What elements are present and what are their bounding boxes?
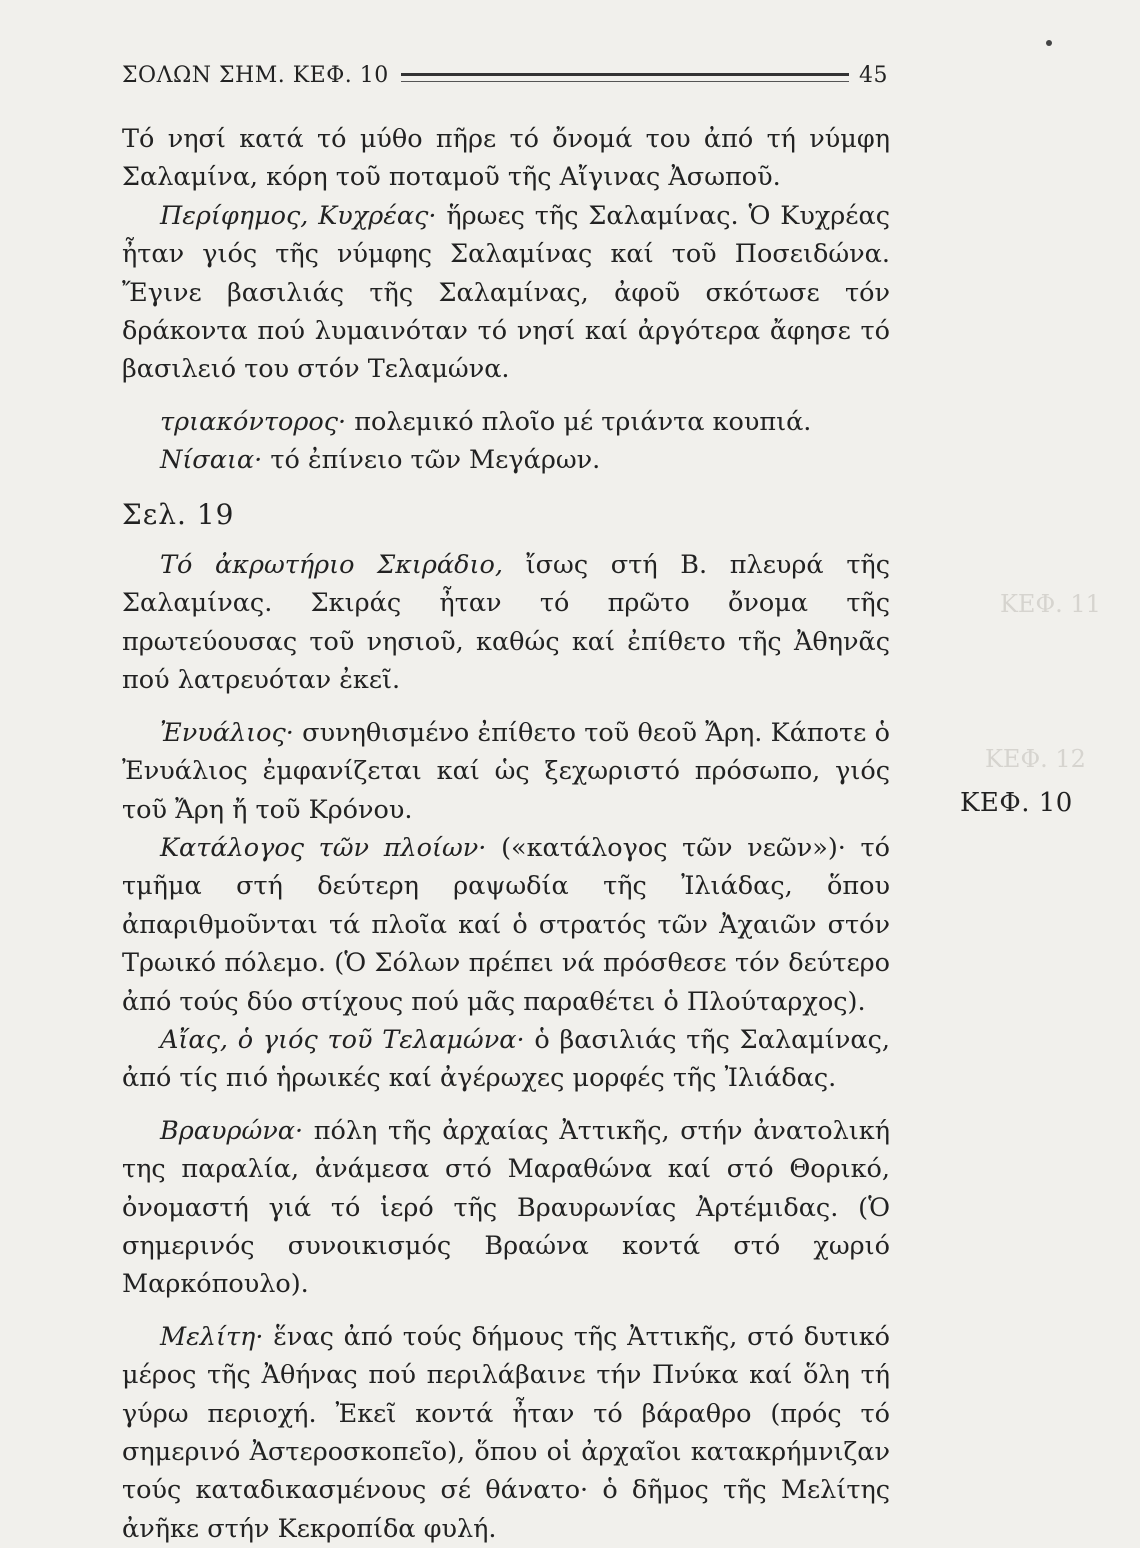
note-paragraph <box>122 546 890 700</box>
body-text <box>122 120 890 1548</box>
page-number: 45 <box>859 62 888 88</box>
note-paragraph <box>122 120 890 197</box>
section-label: Σελ. 19 <box>122 497 235 531</box>
header-title: ΣΟΛΩΝ ΣΗΜ. ΚΕΦ. 10 <box>122 62 389 88</box>
note-text: («κατάλογος τῶν νεῶν»)· τό τμῆμα στή δεύτερη ραψωδία τῆς Ἰλιάδας, ὅπου ἀπαριθμοῦνται τά πλοῖα καί ὁ στρατός τῶν Ἀχαιῶν στόν Τρωικό πόλεμο. (Ὁ Σόλων πρέπει νά πρόσθεσε τόν δεύτερο ἀπό τούς δύο στίχους πού μᾶς παραθέτει ὁ Πλούταρχος). <box>122 832 890 1017</box>
note-term: τριακόντορος· <box>160 406 347 437</box>
note-text: ὁ βασιλιάς τῆς Σαλαμίνας, ἀπό τίς πιό ἡρωικές καί ἀγέρωχες μορφές τῆς Ἰλιάδας. <box>122 1024 890 1094</box>
note-term: Βραυρώνα· <box>160 1115 304 1146</box>
note-paragraph <box>122 197 890 389</box>
note-paragraph <box>122 1021 890 1098</box>
note-text: ἴσως στή Β. πλευρά τῆς Σαλαμίνας. Σκιράς ἦταν τό πρῶτο ὄνομα τῆς πρωτεύουσας τοῦ νησιοῦ, καθώς καί ἐπίθετο τῆς Ἀθηνᾶς πού λατρευόταν ἐκεῖ. <box>122 550 890 696</box>
note-term: Νίσαια· <box>160 445 263 476</box>
margin-chapter-note: ΚΕΦ. 10 <box>960 788 1073 818</box>
note-paragraph <box>122 1112 890 1304</box>
note-term: Τό ἀκρωτήριο Σκιράδιο, <box>160 550 503 581</box>
note-paragraph <box>122 829 890 1021</box>
note-paragraph <box>122 1318 890 1548</box>
running-header <box>122 58 888 92</box>
note-paragraph <box>122 441 890 479</box>
show-through-note: ΚΕΦ. 11 <box>1000 590 1101 618</box>
note-text: ἥρωες τῆς Σαλαμίνας. Ὁ Κυχρέας ἦταν γιός τῆς νύμφης Σαλαμίνας καί τοῦ Ποσειδώνα. Ἔγινε βασιλιάς τῆς Σαλαμίνας, ἀφοῦ σκότωσε τόν δράκοντα πού λυμαινόταν τό νησί καί ἀργότερα ἄφησε τό βασιλειό του στόν Τελαμώνα. <box>122 200 891 385</box>
note-text: τό ἐπίνειο τῶν Μεγάρων. <box>270 445 601 476</box>
note-text: πόλη τῆς ἀρχαίας Ἀττικῆς, στήν ἀνατολική της παραλία, ἀνάμεσα στό Μαραθώνα καί στό Θορικό, ὀνομαστή γιά τό ἱερό τῆς Βραυρωνίας Ἀρτέμιδας. (Ὁ σημερινός συνοικισμός Βραώνα κοντά στό χωριό Μαρκόπουλο). <box>122 1115 890 1300</box>
header-rule <box>401 73 849 82</box>
note-term: Ἐνυάλιος· <box>160 717 294 748</box>
note-term: Περίφημος, Κυχρέας· <box>160 200 437 231</box>
note-term: Μελίτη· <box>160 1321 264 1352</box>
note-text: πολεμικό πλοῖο μέ τριάντα κουπιά. <box>354 406 812 437</box>
show-through-note: ΚΕΦ. 12 <box>985 745 1086 773</box>
note-paragraph <box>122 403 890 441</box>
note-term: Αἴας, ὁ γιός τοῦ Τελαμώνα· <box>160 1024 525 1055</box>
note-text: συνηθισμένο ἐπίθετο τοῦ θεοῦ Ἄρη. Κάποτε ὁ Ἐνυάλιος ἐμφανίζεται καί ὡς ξεχωριστό πρόσωπο, γιός τοῦ Ἄρη ἤ τοῦ Κρόνου. <box>122 717 890 825</box>
note-paragraph <box>122 714 890 829</box>
note-text: Τό νησί κατά τό μύθο πῆρε τό ὄνομά του ἀπό τή νύμφη Σαλαμίνα, κόρη τοῦ ποταμοῦ τῆς Αἴγινας Ἀσωποῦ. <box>122 124 890 193</box>
ink-dot <box>1046 40 1052 46</box>
note-text: ἕνας ἀπό τούς δήμους τῆς Ἀττικῆς, στό δυτικό μέρος τῆς Ἀθήνας πού περιλάβαινε τήν Πνύκα καί ὅλη τή γύρω περιοχή. Ἐκεῖ κοντά ἦταν τό βάραθρο (πρός τό σημερινό Ἀστεροσκοπεῖο), ὅπου οἱ ἀρχαῖοι κατακρήμνιζαν τούς καταδικασμένους σέ θάνατο· ὁ δῆμος τῆς Μελίτης ἀνῆκε στήν Κεκροπίδα φυλή. <box>122 1321 890 1544</box>
note-term: Κατάλογος τῶν πλοίων· <box>160 832 487 863</box>
